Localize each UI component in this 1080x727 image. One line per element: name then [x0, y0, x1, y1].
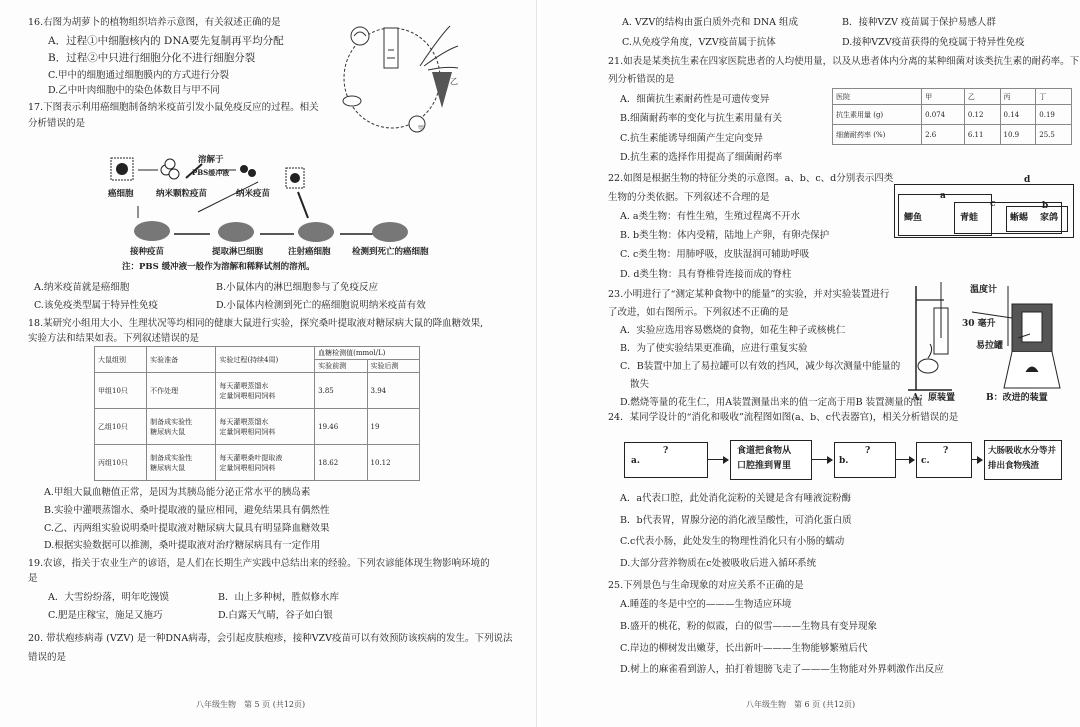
- cell-group: 乙组10只: [95, 409, 147, 445]
- svg-text:乙: 乙: [450, 77, 458, 86]
- q16-option-c: C.甲中的细胞通过细胞膜内的方式进行分裂: [48, 70, 229, 81]
- group-c-label: c: [990, 199, 996, 209]
- q18-option-c: C.乙、丙两组实验说明桑叶提取液对糖尿病大鼠具有明显降血糖效果: [44, 523, 330, 534]
- pigeon-label: 家鸽: [1040, 213, 1059, 223]
- cell-before: 19.46: [315, 409, 367, 445]
- q18-stem-line1: 18.某研究小组用大小、生理状况等均相同的健康大鼠进行实验，探究桑叶提取液对糖尿病大鼠的降血糖效果,: [28, 318, 484, 329]
- flow-arrow: [896, 459, 914, 460]
- cell-proc2: 定量饲喂相同饲料: [219, 427, 276, 436]
- exam-page-right: [540, 0, 1080, 727]
- th-yi: 乙: [964, 89, 1000, 105]
- q20-option-a: A. VZV的结构由蛋白质外壳和 DNA 组成: [622, 17, 799, 28]
- cell-prep: 不作处理: [150, 386, 179, 395]
- organ-b-question: ?: [865, 446, 871, 456]
- q24-option-c: C.c代表小肠，此处发生的物理性消化只有小肠的蠕动: [620, 536, 845, 547]
- page-footer-right: 八年级生物 第 6 页 (共12页): [746, 700, 856, 709]
- q18-stem-line2: 实验方法和结果如表。下列叙述错误的是: [28, 333, 200, 344]
- q21-option-c: C.抗生素能诱导细菌产生定向变异: [620, 133, 763, 144]
- organ-a-box: [624, 442, 708, 478]
- q25-option-a: A.睡莲的冬是中空的———生物适应环境: [620, 599, 792, 610]
- organ-c-question: ?: [943, 446, 949, 456]
- th-prep: 实验准备: [147, 347, 216, 373]
- q21-option-d: D.抗生素的选择作用提高了细菌耐药率: [620, 152, 783, 163]
- exam-page-left: [0, 0, 537, 727]
- flow-arrow: [708, 459, 728, 460]
- q18-data-table: [94, 346, 420, 481]
- q17-option-a: A.纳米疫苗就是癌细胞: [34, 282, 130, 293]
- q17-stem-line1: 17.下图表示利用癌细胞制备纳米疫苗引发小鼠免疫反应的过程。相关: [28, 102, 319, 113]
- q23-option-c-line1: C．B装置中加上了易拉罐可以有效的挡风，减少每次测量中能量的: [620, 361, 901, 372]
- flow-arrow: [972, 459, 982, 460]
- cell-value: 0.19: [1036, 105, 1072, 125]
- q22-option-b: B. b类生物：体内受精，陆地上产卵，有卵壳保护: [620, 230, 830, 241]
- cell-prep: 制备成实验性: [150, 453, 193, 462]
- q20-option-d: D.接种VZV疫苗获得的免疫属于特异性免疫: [842, 37, 1025, 48]
- q22-stem-line2: 生物的分类依据。下列叙述不合理的是: [608, 192, 770, 203]
- q22-option-a: A. a类生物：有性生殖，生殖过程离不开水: [620, 211, 801, 222]
- table-row: [95, 373, 420, 409]
- th-jia: 甲: [922, 89, 965, 105]
- q25-option-c: C.岸边的柳树发出嫩芽，长出新叶———生物能够繁殖后代: [620, 643, 868, 654]
- esophagus-text-2: 口腔推到胃里: [737, 461, 792, 471]
- thermometer-label: 温度计: [970, 285, 998, 295]
- carrot-tissue-culture-figure: [332, 6, 482, 134]
- frog-label: 青蛙: [960, 213, 979, 223]
- q20-stem-line2: 错误的是: [28, 652, 67, 663]
- th-proc: 实验过程(持续4周): [216, 347, 315, 373]
- large-intestine-box: [984, 440, 1062, 480]
- q19-stem-line1: 19.农谚，指关于农业生产的谚语，是人们在长期生产实践中总结出来的经验。下列农谚能体现生物影响环境的: [28, 558, 490, 569]
- th-group: 大鼠组别: [95, 347, 147, 373]
- digestion-flow-figure: [624, 436, 1064, 484]
- q25-option-d: D.树上的麻雀看到游人，拍打着翅膀飞走了———生物能对外界刺激作出反应: [620, 664, 944, 675]
- q21-stem-line1: 21.如表是某类抗生素在四家医院患者的人均使用量，以及从患者体内分离的某种细菌对该类抗生素的耐药率。下: [608, 56, 1080, 67]
- pbs-label: PBS缓冲液: [192, 168, 230, 177]
- th-ding: 丁: [1036, 89, 1072, 105]
- q24-option-d: D.大部分营养物质在c处被吸收后进入循环系统: [620, 558, 817, 569]
- pbs-note: 注：PBS 缓冲液一般作为溶解和稀释试剂的溶剂。: [122, 262, 315, 272]
- q22-option-d: D. d类生物：具有脊椎骨连接而成的脊柱: [620, 269, 792, 280]
- esophagus-box: [730, 440, 812, 480]
- q21-option-a: A．细菌抗生素耐药性是可遗传变异: [620, 94, 770, 105]
- q23-option-a: A．实验应选用容易燃烧的食物，如花生种子或核桃仁: [620, 325, 846, 336]
- th-glucose: 血糖检测值(mmol/L): [315, 347, 420, 360]
- fish-label: 鲫鱼: [904, 213, 923, 223]
- lysis-label: 溶解于: [198, 155, 224, 165]
- th-bing: 丙: [1000, 89, 1036, 105]
- nano-vaccine-figure: [108, 155, 429, 276]
- cell-value: 0.074: [922, 105, 965, 125]
- th-before: 实验前测: [315, 360, 367, 373]
- cell-proc2: 定量饲喂相同饲料: [219, 391, 276, 400]
- detect-dead-label: 检测到死亡的癌细胞: [352, 247, 429, 257]
- q19-option-d: D.白露天气晴，谷子如白银: [218, 610, 333, 621]
- q17-stem-line2: 分析错误的是: [28, 118, 86, 129]
- svg-text:甲: 甲: [418, 125, 425, 132]
- organ-a-question: ?: [663, 446, 669, 456]
- cell-proc1: 每天灌喂桑叶提取液: [219, 453, 283, 462]
- extract-lymph-label: 提取淋巴细胞: [212, 247, 264, 257]
- organ-c-label: c.: [921, 456, 930, 466]
- cell-group: 丙组10只: [95, 445, 147, 481]
- nanovaccine-label: 纳米疫苗: [236, 189, 271, 199]
- q23-option-d: D.燃烧等量的花生仁，用A装置测量出来的值一定高于用B 装置测量的值: [620, 397, 923, 408]
- q16-option-b: B．过程②中只进行细胞分化不进行细胞分裂: [48, 52, 256, 64]
- q17-option-d: D.小鼠体内检测到死亡的癌细胞说明纳米疫苗有效: [216, 300, 426, 311]
- q16-option-d: D.乙中叶肉细胞中的染色体数目与甲不同: [48, 85, 220, 96]
- cancer-cell-label: 癌细胞: [108, 189, 134, 199]
- q18-option-b: B.实验中灌喂蒸馏水、桑叶提取液的量应相同，避免结果具有偶然性: [44, 505, 330, 516]
- flow-arrow: [812, 459, 832, 460]
- food-energy-apparatus-figure: [902, 278, 1078, 406]
- q16-option-a: A．过程①中细胞核内的 DNA要先复制再平均分配: [48, 35, 284, 47]
- cell-prep2: 糖尿病大鼠: [150, 427, 186, 436]
- cell-value: 10.9: [1000, 125, 1036, 145]
- q23-option-b: B．为了使实验结果更准确，应进行重复实验: [620, 343, 808, 354]
- q23-stem-line2: 了改进，如右图所示。下列叙述不正确的是: [608, 307, 789, 318]
- cell-value: 2.6: [922, 125, 965, 145]
- cell-prep: 制备成实验性: [150, 417, 193, 426]
- organ-a-label: a.: [631, 456, 640, 466]
- th-after: 实验后测: [367, 360, 419, 373]
- cell-before: 3.85: [315, 373, 367, 409]
- group-b-label: b: [1042, 201, 1049, 211]
- q19-option-b: B．山上多种树，胜似修水库: [218, 592, 339, 603]
- water-volume-label: 30 毫升: [962, 319, 996, 329]
- q20-stem-line1: 20. 带状疱疹病毒 (VZV) 是一种DNA病毒，会引起皮肤疱疹，接种VZV疫苗可以有效预防该疾病的发生。下列说法: [28, 633, 513, 644]
- organ-c-box: [916, 442, 972, 478]
- cell-proc1: 每天灌喂蒸馏水: [219, 417, 269, 426]
- can-label: 易拉罐: [976, 341, 1004, 351]
- q19-option-c: C.肥是庄稼宝，施足又施巧: [48, 610, 163, 621]
- table-row: [833, 105, 1072, 125]
- q24-option-a: A．a代表口腔，此处消化淀粉的关键是含有唾液淀粉酶: [620, 493, 852, 504]
- cell-proc2: 定量饲喂相同饲料: [219, 463, 276, 472]
- organ-b-label: b.: [839, 456, 849, 466]
- large-intestine-text-1: 大肠吸收水分等并: [988, 446, 1057, 456]
- q23-option-c-line2: 散失: [630, 379, 650, 390]
- cell-prep2: 糖尿病大鼠: [150, 463, 186, 472]
- nanoparticle-label: 纳米颗粒疫苗: [156, 189, 208, 199]
- lizard-label: 蜥蜴: [1010, 213, 1029, 223]
- q25-option-b: B.盛开的桃花，粉的似霞，白的似雪———生物具有变异现象: [620, 621, 878, 632]
- q22-stem-line1: 22.如图是根据生物的特征分类的示意图。a、b、c、d分别表示四类: [608, 173, 894, 184]
- th-hospital: 医院: [833, 89, 922, 105]
- q22-option-c: C. c类生物：用肺呼吸，皮肤湿润可辅助呼吸: [620, 249, 810, 260]
- original-setup-label: A：原装置: [912, 393, 955, 403]
- cell-group: 甲组10只: [95, 373, 147, 409]
- cell-label: 抗生素用量 (g): [833, 105, 922, 125]
- cell-label: 细菌耐药率 (%): [833, 125, 922, 145]
- q21-antibiotic-table: [832, 88, 1072, 145]
- q18-option-a: A.甲组大鼠血糖值正常，是因为其胰岛能分泌正常水平的胰岛素: [44, 487, 311, 498]
- cell-value: 25.5: [1036, 125, 1072, 145]
- table-row: [95, 445, 420, 481]
- inject-cancer-label: 注射癌细胞: [288, 247, 331, 257]
- q16-stem: 16.右图为胡萝卜的植物组织培养示意图，有关叙述正确的是: [28, 17, 281, 28]
- q21-option-b: B.细菌耐药率的变化与抗生素用量有关: [620, 113, 783, 124]
- q18-option-d: D.根据实验数据可以推测，桑叶提取液对治疗糖尿病具有一定作用: [44, 540, 321, 551]
- q25-stem: 25.下列景色与生命现象的对应关系不正确的是: [608, 580, 804, 591]
- animal-classification-figure: [890, 176, 1078, 240]
- esophagus-text-1: 食道把食物从: [737, 446, 792, 456]
- q20-option-b: B．接种VZV 疫苗属于保护易感人群: [842, 17, 996, 28]
- large-intestine-text-2: 排出食物残渣: [988, 461, 1040, 471]
- improved-setup-label: B：改进的装置: [986, 393, 1048, 403]
- cell-before: 18.62: [315, 445, 367, 481]
- table-row: [833, 125, 1072, 145]
- organ-b-box: [834, 442, 896, 478]
- cell-value: 0.14: [1000, 105, 1036, 125]
- q17-option-c: C.该免疫类型属于特异性免疫: [34, 300, 158, 311]
- cell-after: 19: [367, 409, 419, 445]
- cell-value: 0.12: [964, 105, 1000, 125]
- page-footer-left: 八年级生物 第 5 页 (共12页): [196, 700, 306, 709]
- q17-option-b: B.小鼠体内的淋巴细胞参与了免疫反应: [216, 282, 379, 293]
- cell-after: 3.94: [367, 373, 419, 409]
- q19-stem-line2: 是: [28, 573, 38, 584]
- cell-after: 10.12: [367, 445, 419, 481]
- q24-stem: 24．某同学设计的“消化和吸收”流程图如图(a、b、c代表器官)，相关分析错误的是: [608, 412, 959, 423]
- q21-stem-line2: 列分析错误的是: [608, 74, 675, 85]
- group-a-label: a: [940, 191, 946, 201]
- table-row: [95, 409, 420, 445]
- cell-value: 6.11: [964, 125, 1000, 145]
- inject-vaccine-label: 接种疫苗: [130, 247, 165, 257]
- cell-proc1: 每天灌喂蒸馏水: [219, 381, 269, 390]
- q23-stem-line1: 23.小明进行了“测定某种食物中的能量”的实验，并对实验装置进行: [608, 289, 890, 300]
- q24-option-b: B．b代表胃，胃腺分泌的消化液呈酸性，可消化蛋白质: [620, 515, 852, 526]
- q20-option-c: C.从免疫学角度，VZV疫苗属于抗体: [622, 37, 776, 48]
- q19-option-a: A．大雪纷纷落，明年吃馒馍: [48, 592, 169, 603]
- group-d-label: d: [1024, 175, 1031, 185]
